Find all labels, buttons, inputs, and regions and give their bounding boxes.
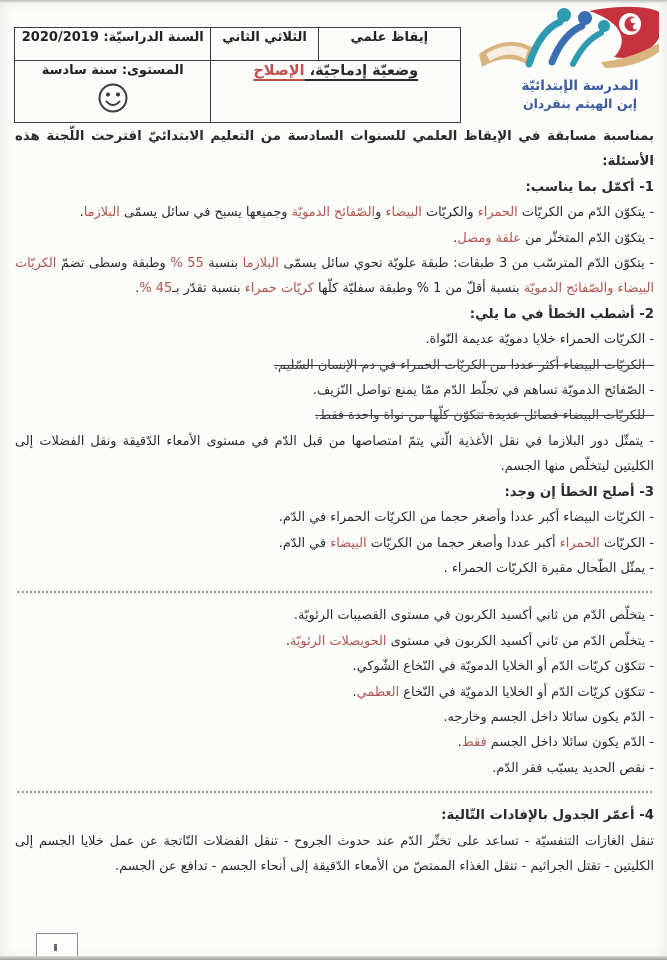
answer-text: العظمي [356,684,400,700]
intro-line [15,124,654,175]
term-cell: الثلاثي الثاني [211,28,318,61]
text-segment: - الدّم يكون سائلا داخل الجسم وخارجه. [443,709,654,725]
text-segment: بمناسبة مسابقة في الإيقاظ العلمي للسنوات السادسة من التعليم الابتدائيّ اقترحت اللّجنة هذه الأسئلة: [15,129,654,170]
level-label: المستوى: سنة سادسة [41,63,184,78]
level-cell [15,61,211,123]
answer-text: كريّات حمراء [244,281,314,297]
text-segment: - يتكوّن الدّم من الكريّات [517,205,654,221]
scan-edge-bottom [0,956,667,960]
text-segment: - تتكوّن كريّات الدّم أو الخلايا الدمويّة في النّخاع الشّوكي. [352,659,654,675]
text-segment: - الكريّات الحمراء خلايا دمويّة عديمة النّواة. [425,332,654,348]
situation-cell [211,61,461,123]
year-cell: السنة الدراسيّة: 2020/2019 [15,28,211,61]
answer-text: البيضاء [385,205,422,221]
content-line [15,654,654,679]
text-segment: . [352,684,357,700]
text-segment: بنسبة [203,256,243,272]
struck-line [15,403,654,428]
answer-text: الحمراء [477,205,518,221]
content-line [15,226,654,251]
content-area [0,120,667,879]
text-segment: . [453,230,458,246]
question-1-title [15,175,654,200]
content-line [15,603,654,628]
text-segment: . [135,281,140,297]
text-segment: - نقص الحديد يسبّب فقر الدّم. [492,760,654,776]
content-line [15,756,654,781]
text-segment: والكريّات [421,205,478,221]
text-segment: وطبقة وسطى تضمّ [56,256,171,272]
text-segment: . [457,735,462,751]
answer-text: الصّفائح الدمويّة [291,205,376,221]
content-line [15,629,654,654]
text-segment: - يتكوّن الدّم المتخثّر من [520,230,654,246]
answer-text: البلازما [83,205,120,221]
text-segment: 1- أكمّل بما يناسب: [525,179,654,195]
school-name-line2: إبن الهيثم بنقردان [522,96,638,111]
text-segment: - يتخلّص الدّم من ثاني أكسيد الكربون في مستوى القصيبات الرئويّة. [293,608,654,624]
question-2-title [15,302,654,327]
smiley-icon [19,80,206,120]
situation-label: وضعيّة إدماجيّة، [304,63,419,79]
answer-text: الحويصلات الرئويّة [289,633,387,649]
text-segment: تنقل الغازات التنفسيّة - تساعد على تخثّر الدّم عند حدوث الجروح - تنقل الفضلات النّاتجة عن عمل خلايا الجسم إلى الكليتين - تقتل الجراثيم - تنقل الغذاء الممتصّ من الأمعاء الدّقيقة إلى أنحاء الجسم - تدافع عن الجسم. [15,833,654,874]
text-segment: - تتكوّن كريّات الدّم أو الخلايا الدمويّة في النّخاع [399,684,654,700]
content-line [15,327,654,352]
dotted-separator [17,791,652,793]
text-segment: وجميعها يسبح في سائل يسمّى [119,205,292,221]
question-4-title [15,803,654,828]
text-segment: - يمثّل الطّحال مقبرة الكريّات الحمراء . [443,560,654,576]
content-line [15,680,654,705]
answer-text: علقة ومصل [457,230,521,246]
school-logo-graphic [473,4,665,78]
text-segment: 4- أعمّر الجدول بالإفادات التّالية: [441,808,654,824]
answer-text: فقط [461,735,487,751]
answer-text: الحمراء [559,535,600,551]
text-segment: - الكريّات البيضاء أكثر عددا من الكريّات الحمراء في دم الإنسان السّليم. [273,357,654,373]
text-segment: - الكريّات البيضاء أكبر عددا وأصغر حجما من الكريّات الحمراء في الدّم. [278,510,654,526]
answer-text: الكريّات البيضاء والصّفائح الدمويّة [15,256,654,297]
school-name-line1: المدرسة الإبتدائيّة [521,78,639,94]
header-table [14,27,461,123]
school-logo [473,4,665,118]
content-line [15,505,654,530]
dotted-separator [17,591,652,593]
text-segment: 3- أصلح الخطأ إن وجد: [504,484,654,500]
text-segment: - يتخلّص الدّم من ثاني أكسيد الكربون في مستوى [386,633,654,649]
figures-icon [529,8,610,64]
text-segment: . [285,633,290,649]
text-segment: و [375,205,386,221]
text-segment: - الدّم يكون سائلا داخل الجسم [486,735,654,751]
answer-text: 45 % [139,281,173,297]
answer-text: البلازما [242,256,279,272]
text-segment: أكبر عددا وأصغر حجما من الكريّات [366,535,560,551]
content-line [15,829,654,880]
content-line [15,531,654,556]
question-3-title [15,480,654,505]
book-icon [479,42,533,67]
text-segment: - الصّفائح الدمويّة تساهم في تجلّط الدّم ممّا يمنع تواصل النّزيف. [312,383,654,399]
answer-text: 55 % [170,256,204,272]
content-line [15,730,654,755]
subject-cell: إيقاظ علمي [318,28,460,61]
text-segment: في الدّم. [278,535,331,551]
table-fragment-mark [54,944,57,951]
content-line [15,251,654,302]
text-segment: - للكريّات البيضاء فصائل عديدة تتكوّن كلّها من نواة واحدة فقط. [315,408,654,424]
content-line [15,378,654,403]
text-segment: - يتكوّن الدّم المترسّب من 3 طبقات: طبقة علويّة تحوي سائل يسمّى [278,256,654,272]
content-line [15,429,654,480]
content-line [15,200,654,225]
answer-text: البيضاء [330,535,367,551]
text-segment: بنسبة أقلّ من 1 % وطبقة سفليّة كلّها [313,281,524,297]
text-segment: 2- أشطب الخطأ في ما يلي: [469,306,654,322]
header [0,0,667,120]
content-line [15,556,654,581]
content-line [15,705,654,730]
text-segment: - يتمثّل دور البلازما في نقل الأغذية الّتي يتمّ امتصاصها من قبل الدّم في مستوى الأمعاء الدّقيقة ونقل الفضلات إلى الكليتين ليتخلّص منها الجسم. [15,433,654,475]
text-segment: بنسبة تقدّر بـ [172,281,245,297]
struck-line [15,353,654,378]
text-segment: - الكريّات [599,535,654,551]
correction-label: الإصلاح [253,63,305,79]
text-segment: . [79,205,84,221]
